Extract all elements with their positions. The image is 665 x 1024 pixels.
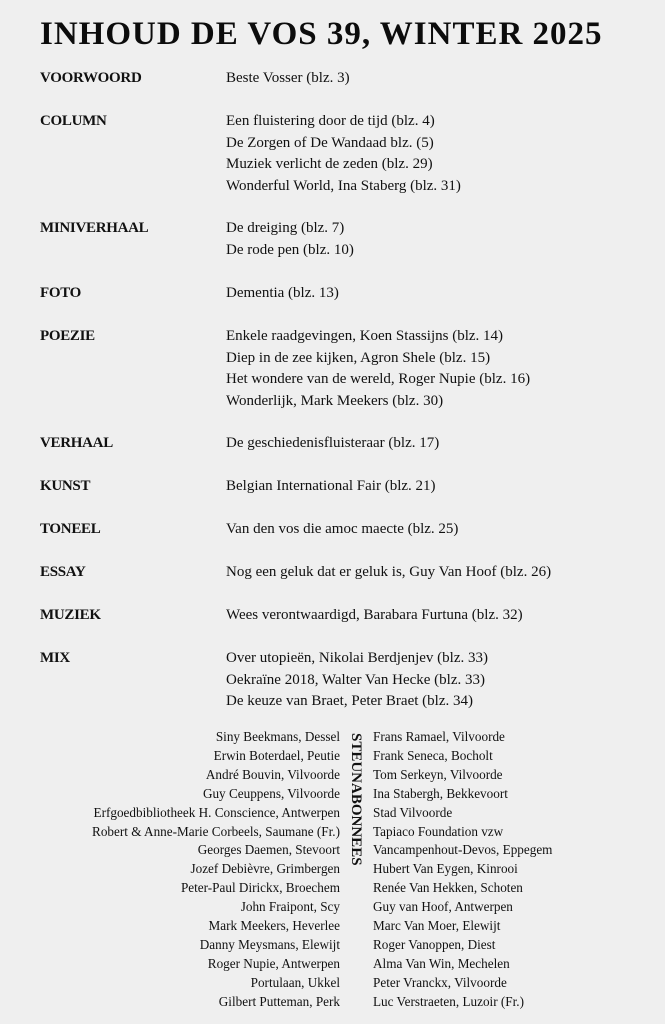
- section-category: VERHAAL: [40, 435, 113, 451]
- supporter-name: Guy van Hoof, Antwerpen: [373, 899, 513, 915]
- toc-entry: De rode pen (blz. 10): [226, 241, 354, 258]
- toc-entry: Nog een geluk dat er geluk is, Guy Van Hoof (blz. 26): [226, 564, 552, 580]
- supporter-name: Luc Verstraeten, Luzoir (Fr.): [373, 993, 524, 1009]
- section-category: MIX: [40, 650, 70, 666]
- supporter-name: Tom Serkeyn, Vilvoorde: [373, 766, 503, 782]
- toc-entry: Enkele raadgevingen, Koen Stassijns (blz. 14): [226, 328, 504, 344]
- section-items: [226, 519, 458, 541]
- section-category: COLUMN: [40, 113, 107, 129]
- supporter-name: Ina Stabergh, Bekkevoort: [373, 785, 508, 801]
- supporter-name: Tapiaco Foundation vzw: [373, 823, 504, 839]
- section-category: VOORWOORD: [40, 70, 142, 86]
- toc-entry: Wees verontwaardigd, Barabara Furtuna (blz. 32): [226, 607, 523, 623]
- supporters-label: STEUNABONNEES: [348, 733, 364, 866]
- toc-entry: Diep in de zee kijken, Agron Shele (blz. 15): [226, 349, 491, 366]
- section-items: [226, 562, 551, 584]
- supporter-name: Alma Van Win, Mechelen: [373, 955, 510, 971]
- toc-entry: Oekraïne 2018, Walter Van Hecke (blz. 33): [226, 671, 485, 688]
- supporters-right-column: [373, 728, 552, 1012]
- supporter-name: Frans Ramael, Vilvoorde: [373, 729, 505, 744]
- toc-entry: Wonderlijk, Mark Meekers (blz. 30): [226, 392, 444, 409]
- supporter-name: André Bouvin, Vilvoorde: [205, 766, 340, 782]
- section-category: MUZIEK: [40, 607, 101, 623]
- section-items: [226, 218, 354, 261]
- toc-entry: De Zorgen of De Wandaad blz. (5): [226, 134, 434, 151]
- toc-entry: Over utopieën, Nikolai Berdjenjev (blz. 33): [226, 650, 489, 666]
- toc-entry: Beste Vosser (blz. 3): [226, 70, 350, 86]
- section-items: [226, 648, 488, 713]
- toc-entry: Muziek verlicht de zeden (blz. 29): [226, 156, 433, 172]
- toc-entry: Wonderful World, Ina Staberg (blz. 31): [226, 177, 461, 194]
- section-items: [226, 283, 339, 305]
- page-title: INHOUD DE VOS 39, WINTER 2025: [40, 16, 603, 52]
- section-category: POEZIE: [40, 328, 95, 344]
- supporter-name: Georges Daemen, Stevoort: [197, 842, 340, 858]
- supporter-name: Stad Vilvoorde: [373, 804, 453, 820]
- toc-entry: Van den vos die amoc maecte (blz. 25): [226, 521, 459, 537]
- supporter-name: Vancampenhout-Devos, Eppegem: [373, 842, 553, 858]
- section-category: KUNST: [40, 478, 91, 494]
- supporter-name: Roger Vanoppen, Diest: [373, 936, 496, 952]
- supporter-name: Peter Vranckx, Vilvoorde: [373, 974, 507, 990]
- supporter-name: Portulaan, Ukkel: [250, 974, 340, 990]
- supporter-name: Frank Seneca, Bocholt: [373, 747, 493, 763]
- supporter-name: Marc Van Moer, Elewijt: [373, 918, 501, 934]
- section-items: [226, 433, 439, 455]
- supporter-name: Guy Ceuppens, Vilvoorde: [202, 785, 340, 801]
- toc-entry: Belgian International Fair (blz. 21): [226, 478, 436, 494]
- toc-entry: De keuze van Braet, Peter Braet (blz. 34): [226, 693, 473, 709]
- section-items: [226, 326, 530, 412]
- supporter-name: Renée Van Hekken, Schoten: [373, 880, 523, 896]
- supporter-name: Roger Nupie, Antwerpen: [207, 955, 340, 971]
- toc-entry: De dreiging (blz. 7): [226, 220, 345, 236]
- section-items: [226, 68, 350, 90]
- supporter-name: Peter-Paul Dirickx, Broechem: [180, 880, 340, 896]
- supporter-name: Hubert Van Eygen, Kinrooi: [373, 861, 518, 877]
- section-category: FOTO: [40, 285, 82, 301]
- supporter-name: Erfgoedbibliotheek H. Conscience, Antwerpen: [93, 804, 340, 820]
- section-category: MINIVERHAAL: [40, 220, 149, 236]
- supporter-name: Gilbert Putteman, Perk: [218, 993, 340, 1009]
- toc-entry: Het wondere van de wereld, Roger Nupie (blz. 16): [226, 371, 531, 387]
- supporters-left-column: [92, 728, 340, 1012]
- supporter-name: Jozef Debièvre, Grimbergen: [190, 861, 340, 877]
- supporter-name: Mark Meekers, Heverlee: [208, 918, 340, 934]
- section-category: TONEEL: [40, 521, 101, 537]
- toc-entry: Een fluistering door de tijd (blz. 4): [226, 113, 435, 129]
- supporter-name: Erwin Boterdael, Peutie: [213, 747, 340, 763]
- section-category: ESSAY: [40, 564, 86, 580]
- toc-entry: Dementia (blz. 13): [226, 285, 339, 301]
- section-items: [226, 111, 461, 197]
- supporter-name: Robert & Anne-Marie Corbeels, Saumane (Fr.): [92, 823, 340, 839]
- section-items: [226, 605, 523, 627]
- toc-entry: De geschiedenisfluisteraar (blz. 17): [226, 435, 440, 451]
- supporter-name: Danny Meysmans, Elewijt: [199, 936, 340, 952]
- section-items: [226, 476, 436, 498]
- supporter-name: John Fraipont, Scy: [240, 899, 340, 915]
- supporter-name: Siny Beekmans, Dessel: [215, 729, 340, 744]
